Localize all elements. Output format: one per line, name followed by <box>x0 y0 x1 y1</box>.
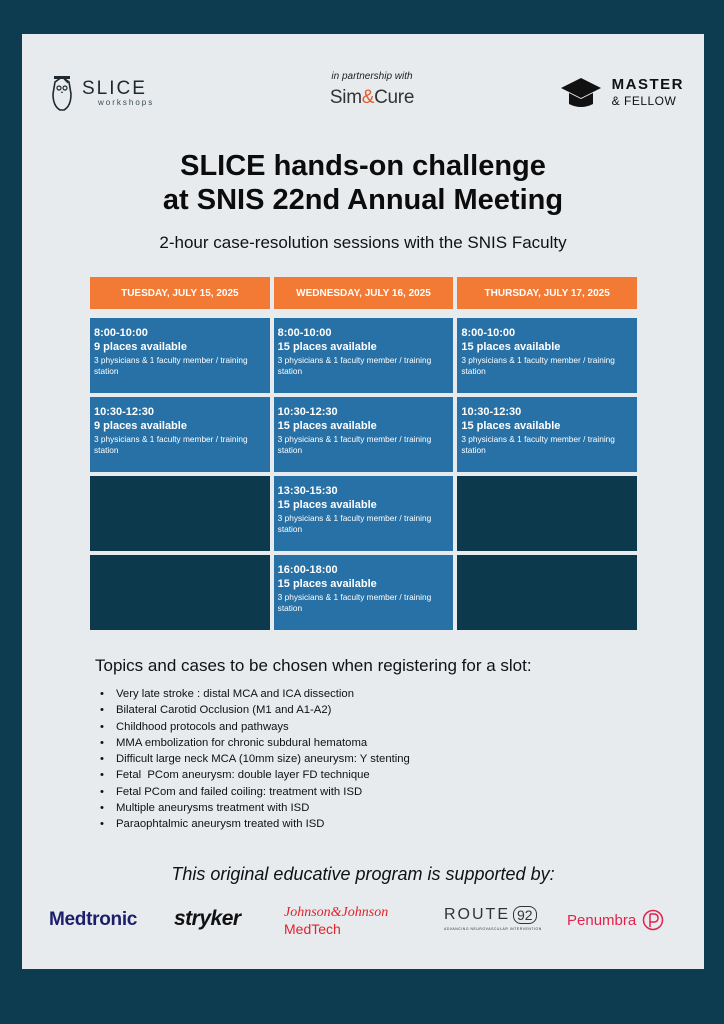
topic-item <box>100 800 410 816</box>
topics-heading: Topics and cases to be chosen when registering for a slot: <box>95 656 532 675</box>
master-fellow-logo <box>560 76 684 110</box>
topic-text: Paraophtalmic aneurysm treated with ISD <box>116 818 325 831</box>
topic-item <box>100 767 410 783</box>
route-number: 92 <box>513 906 537 924</box>
slot-description: 3 physicians & 1 faculty member / training station <box>94 355 248 376</box>
slot-time: 8:00-10:00 <box>94 327 148 339</box>
penumbra-logo <box>567 909 664 931</box>
bullet-icon: • <box>100 753 104 766</box>
slot-description: 3 physicians & 1 faculty member / training station <box>461 355 615 376</box>
topic-item <box>100 784 410 800</box>
partnership-label: in partnership with <box>331 71 413 82</box>
slot-places: 15 places available <box>277 499 377 511</box>
bullet-icon: • <box>100 802 104 815</box>
slot-time: 10:30-12:30 <box>94 406 154 418</box>
route-tagline: ADVANCING NEUROVASCULAR INTERVENTION <box>444 927 542 931</box>
tuesday-column <box>90 318 270 630</box>
support-statement: This original educative program is supported by: <box>171 864 555 884</box>
slot-time: 10:30-12:30 <box>277 406 338 418</box>
title-line2: at SNIS 22nd Annual Meeting <box>162 184 564 216</box>
bullet-icon: • <box>100 704 104 717</box>
route92-logo <box>444 906 542 931</box>
sponsor-logos <box>22 902 704 942</box>
stryker-logo: stryker <box>174 907 241 930</box>
bullet-icon: • <box>100 785 104 798</box>
topic-text: Difficult large neck MCA (10mm size) aneurysm: Y stenting <box>116 753 410 766</box>
slot-time: 8:00-10:00 <box>277 327 332 339</box>
slot-description: 3 physicians & 1 faculty member / training station <box>461 434 615 455</box>
session-slot[interactable] <box>274 397 454 472</box>
empty-slot <box>90 476 270 551</box>
slot-time: 10:30-12:30 <box>461 406 522 418</box>
slot-time: 16:00-18:00 <box>277 564 338 576</box>
bullet-icon: • <box>100 818 104 831</box>
bullet-icon: • <box>100 769 104 782</box>
slice-subtitle: workshops <box>98 98 155 107</box>
day-header-thursday: THURSDAY, JULY 17, 2025 <box>457 277 637 309</box>
penumbra-text: Penumbra <box>567 911 637 929</box>
topic-item <box>100 735 410 751</box>
slot-places: 15 places available <box>461 420 561 432</box>
simcure-part-b: Cure <box>374 87 415 108</box>
jnj-medtech-logo <box>284 905 388 937</box>
slot-description: 3 physicians & 1 faculty member / training station <box>277 513 432 534</box>
poster-page <box>22 34 704 969</box>
day-header-row <box>90 277 637 309</box>
empty-slot <box>90 555 270 630</box>
slot-description: 3 physicians & 1 faculty member / training station <box>94 434 248 455</box>
page-subtitle: 2-hour case-resolution sessions with the SNIS Faculty <box>159 233 567 252</box>
topic-text: Fetal PCom and failed coiling: treatment with ISD <box>116 785 363 798</box>
medtronic-logo: Medtronic <box>49 909 138 930</box>
slot-description: 3 physicians & 1 faculty member / training station <box>277 434 432 455</box>
topic-text: MMA embolization for chronic subdural hematoma <box>116 736 368 749</box>
penumbra-p-icon <box>642 909 664 931</box>
slot-places: 15 places available <box>277 341 377 353</box>
slot-description: 3 physicians & 1 faculty member / training station <box>277 355 432 376</box>
day-header-wednesday: WEDNESDAY, JULY 16, 2025 <box>274 277 454 309</box>
partnership-block <box>292 71 452 109</box>
slot-places: 9 places available <box>94 341 187 353</box>
slot-places: 15 places available <box>277 420 377 432</box>
wednesday-column <box>274 318 454 630</box>
session-slot[interactable] <box>90 318 270 393</box>
jnj-line1: Johnson&Johnson <box>284 905 389 920</box>
slot-places: 15 places available <box>277 578 377 590</box>
owl-icon <box>50 74 74 112</box>
simcure-logo <box>292 87 452 109</box>
topic-item <box>100 686 410 702</box>
bullet-icon: • <box>100 688 104 700</box>
session-slot[interactable] <box>90 397 270 472</box>
topic-text: Childhood protocols and pathways <box>116 720 289 733</box>
topic-text: Multiple aneurysms treatment with ISD <box>116 802 310 815</box>
topic-item <box>100 719 410 735</box>
day-header-tuesday: TUESDAY, JULY 15, 2025 <box>90 277 270 309</box>
slice-name: SLICE <box>82 78 147 99</box>
bullet-icon: • <box>100 736 104 749</box>
empty-slot <box>457 555 637 630</box>
slot-time: 13:30-15:30 <box>277 485 338 497</box>
master-fellow-line2: & FELLOW <box>611 94 677 108</box>
title-line1: SLICE hands-on challenge <box>180 150 546 182</box>
slot-places: 15 places available <box>461 341 561 353</box>
slot-places: 9 places available <box>94 420 187 432</box>
graduation-cap-icon <box>560 76 602 110</box>
simcure-part-a: Sim <box>329 87 362 108</box>
session-slot[interactable] <box>457 318 637 393</box>
topic-item <box>100 751 410 767</box>
page-title <box>22 149 704 217</box>
session-slot[interactable] <box>274 318 454 393</box>
topic-text: Bilateral Carotid Occlusion (M1 and A1-A2) <box>116 704 332 717</box>
topics-list <box>100 686 410 833</box>
thursday-column <box>457 318 637 630</box>
master-fellow-line1: MASTER <box>611 76 684 93</box>
jnj-line2: MedTech <box>284 921 341 937</box>
topic-item <box>100 816 410 832</box>
topic-text: Fetal PCom aneurysm: double layer FD technique <box>116 769 370 782</box>
session-slot[interactable] <box>274 476 454 551</box>
route-text: ROUTE <box>444 906 510 923</box>
slot-description: 3 physicians & 1 faculty member / training station <box>277 592 432 613</box>
empty-slot <box>457 476 637 551</box>
session-slot[interactable] <box>274 555 454 630</box>
topic-text: Very late stroke : distal MCA and ICA dissection <box>116 688 354 700</box>
schedule-grid <box>90 277 637 630</box>
slice-logo <box>50 74 154 112</box>
bullet-icon: • <box>100 720 104 733</box>
topic-item <box>100 702 410 718</box>
slot-time: 8:00-10:00 <box>461 327 516 339</box>
session-slot[interactable] <box>457 397 637 472</box>
simcure-amp: & <box>361 87 375 108</box>
